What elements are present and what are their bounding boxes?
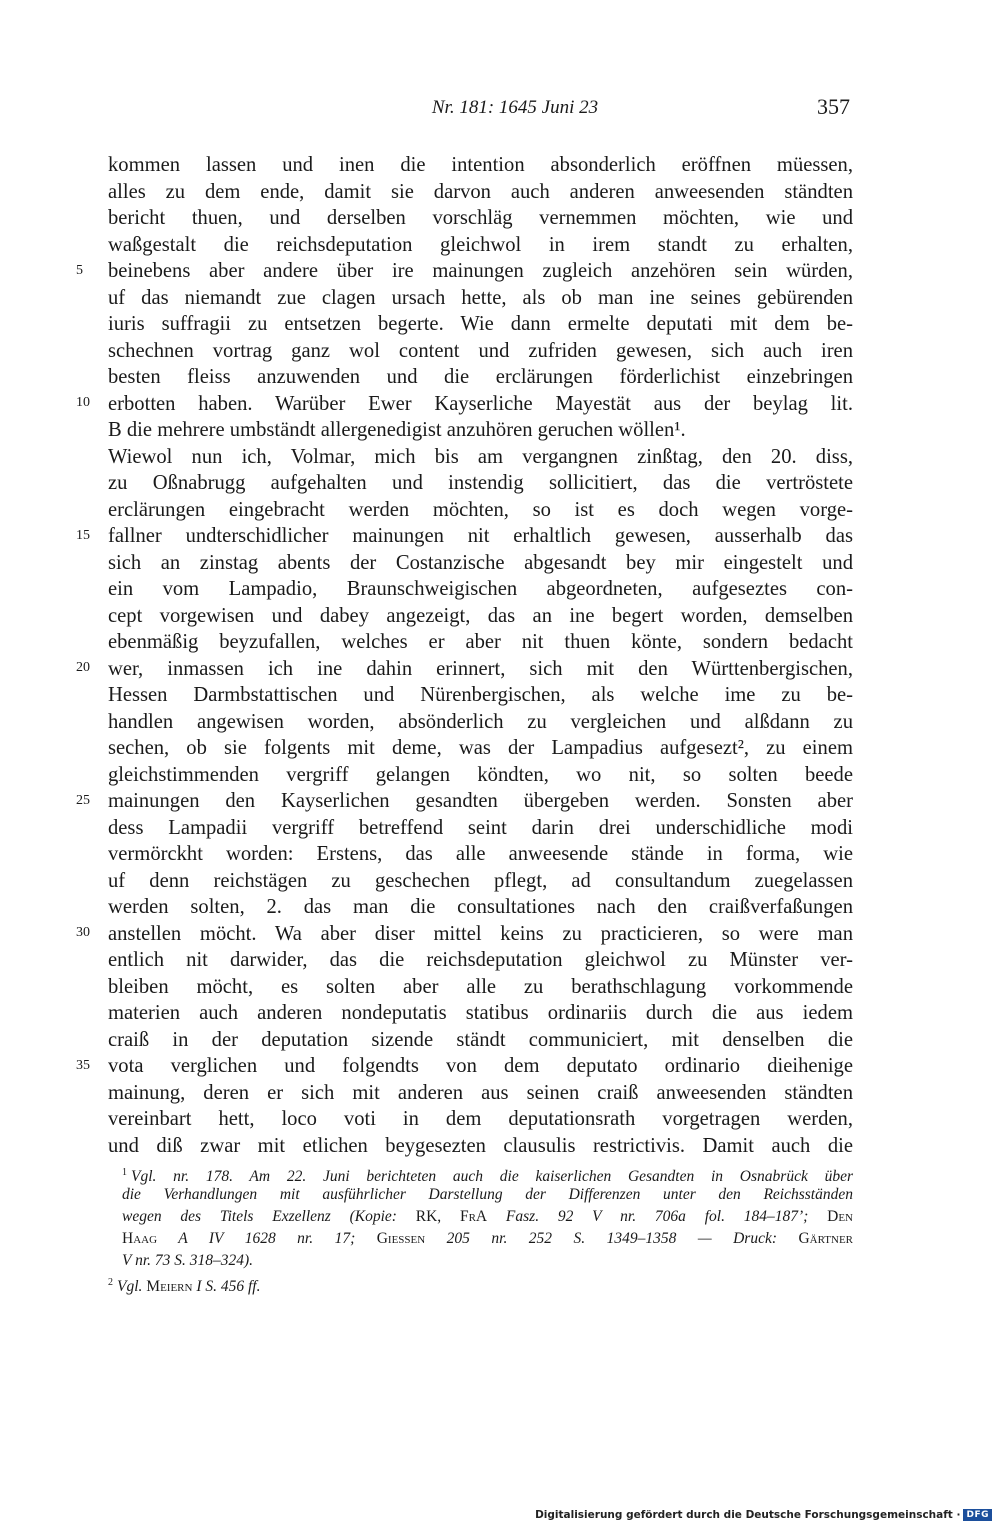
line-number: 25 [76,793,90,808]
text-line: kommen lassen und inen die intention absonderlich eröffnen müessen, [108,154,853,176]
text-line: vermörckht worden: Erstens, das alle anweesende stände in forma, wie [108,843,853,865]
text-line: Wiewol nun ich, Volmar, mich bis am vergangnen zinßtag, den 20. diss, [108,445,853,468]
credit-text: Digitalisierung gefördert durch die Deutsche Forschungsgemeinschaft · [535,1509,961,1521]
footnote-text: I S. 456 ff. [192,1278,261,1296]
author-name: Gärtner [798,1230,854,1247]
footnote-text: 205 nr. 252 S. 1349–1358 — Druck: [425,1230,799,1247]
footnote-line [108,1228,853,1250]
text-line: schechnen vortrag ganz wol content und zufriden gewesen, sich auch iren [108,339,853,362]
text-line: B die mehrere umbständt allergenedigist anzuhören geruchen wöllen¹. [108,419,686,441]
text-line: entlich nit darwider, das die reichsdeputation gleichwol zu Münster ver- [108,949,853,971]
footnote-marker: 1 [122,1167,127,1178]
archive-abbrev: RK, FrA [415,1208,488,1225]
footnote-line: die Verhandlungen mit ausführlicher Darstellung der Differenzen unter den Reichsständen [122,1186,853,1203]
funding-credit [535,1509,992,1521]
text-line: bleiben möcht, es solten aber alle zu berathschlagung vorkommende [108,975,853,998]
line-number: 20 [76,660,90,675]
text-line: dess Lampadii vergriff betreffend seint darin drei underschidliche modi [108,816,853,839]
author-name: Meiern [146,1278,193,1296]
footnote-text: Fasz. 92 V nr. 706a fol. 184–187’; [487,1208,828,1225]
text-line: iuris suffragii zu entsetzen begerte. Wie dann ermelte deputati mit dem be- [108,313,853,335]
text-line: sich an zinstag abents der Costanzische abgesandt bey mir eingestelt und [108,551,853,574]
text-line: craiß in der deputation sizende ständt communiciert, mit denselben die [108,1028,853,1051]
footnote-2 [108,1272,853,1294]
footnote-1 [108,1162,853,1184]
line-number: 15 [76,528,90,543]
footnote-text: A IV 1628 nr. 17; [157,1230,377,1247]
text-line: mainung, deren er sich mit anderen aus seinen craiß anweesenden ständten [108,1081,853,1104]
footnote-line [108,1206,853,1228]
text-line: uf denn reichstägen zu geschechen pflegt, ad consultandum zuegelassen [108,869,853,892]
footnotes [108,1162,853,1294]
text-line: zu Oßnabrugg aufgehalten und instendig sollicitiert, das die vertröstete [108,472,853,494]
text-line: materien auch anderen nondeputatis statibus ordinariis durch die aus iedem [108,1002,853,1024]
text-line: werden solten, 2. das man die consultationes nach den craißverfaßungen [108,896,853,918]
footnote-text: wegen des Titels Exzellenz (Kopie: [122,1208,416,1225]
text-line: und diß zwar mit etlichen beygesezten clausulis restrictivis. Damit auch die [108,1134,853,1157]
line-number: 30 [76,925,90,940]
text-line: gleichstimmenden vergriff gelangen köndten, wo nit, so solten beede [108,763,853,786]
text-line: sechen, ob sie folgents mit deme, was der Lampadius aufgesezt², zu einem [108,737,853,759]
text-line: uf das niemandt zue clagen ursach hette, als ob man ine seines gebürenden [108,286,853,309]
page-number: 357 [817,94,850,119]
archive-abbrev: Giessen [376,1230,426,1247]
text-line: Hessen Darmbstattischen und Nürenbergischen, als welche ime zu be- [108,684,853,706]
text-line: handlen angewisen worden, absönderlich zu vergleichen und alßdann zu [108,710,853,733]
text-line: besten fleiss anzuwenden und die erclärungen förderlichist einzebringen [108,366,853,388]
text-line: cept vorgewisen und dabey angezeigt, das an ine begert worden, demselben [108,604,853,627]
text-line: mainungen den Kayserlichen gesandten übergeben werden. Sonsten aber [108,790,853,812]
dfg-logo-icon: DFG [963,1509,992,1521]
text-line: ebenmäßig beyzufallen, welches er aber nit thuen könte, sondern bedacht [108,631,853,653]
archive-abbrev: Den [827,1208,853,1225]
text-line: wer, inmassen ich ine dahin erinnert, sich mit den Württenbergischen, [108,657,853,680]
body-text [108,152,853,1159]
text-line: bericht thuen, und derselben vorschläg vernemmen möchten, wie und [108,207,853,229]
text-line: waßgestalt die reichsdeputation gleichwol in irem standt zu erhalten, [108,233,853,256]
text-line: erclärungen eingebracht werden möchten, so ist es doch wegen vorge- [108,498,853,521]
line-number: 10 [76,395,90,410]
line-number: 5 [76,263,83,278]
text-line: beinebens aber andere über ire mainungen zugleich anzehören sein würden, [108,260,853,282]
footnote-marker: 2 [108,1277,113,1288]
text-line: fallner undterschidlicher mainungen nit erhaltlich gewesen, ausserhalb das [108,525,853,547]
footnote-line: V nr. 73 S. 318–324). [122,1252,254,1269]
running-header: Nr. 181: 1645 Juni 23 [431,97,599,118]
archive-abbrev: Haag [122,1230,158,1247]
footnote-text: Vgl. [117,1278,147,1296]
line-number: 35 [76,1058,90,1073]
text-line: erbotten haben. Warüber Ewer Kayserliche Mayestät aus der beylag lit. [108,392,853,415]
text-line: vereinbart hett, loco voti in dem deputationsrath vorgetragen werden, [108,1108,853,1130]
text-line: ein vom Lampadio, Braunschweigischen abgeordneten, aufgeseztes con- [108,578,853,600]
text-line: vota verglichen und folgendts von dem deputato ordinario dieihenige [108,1055,853,1077]
text-line: anstellen möcht. Wa aber diser mittel keins zu practicieren, so were man [108,922,853,945]
text-line: alles zu dem ende, damit sie darvon auch anderen anweesenden ständten [108,180,853,203]
footnote-text: Vgl. nr. 178. Am 22. Juni berichteten auch die kaiserlichen Gesandten in Osnabrück über [131,1168,853,1186]
